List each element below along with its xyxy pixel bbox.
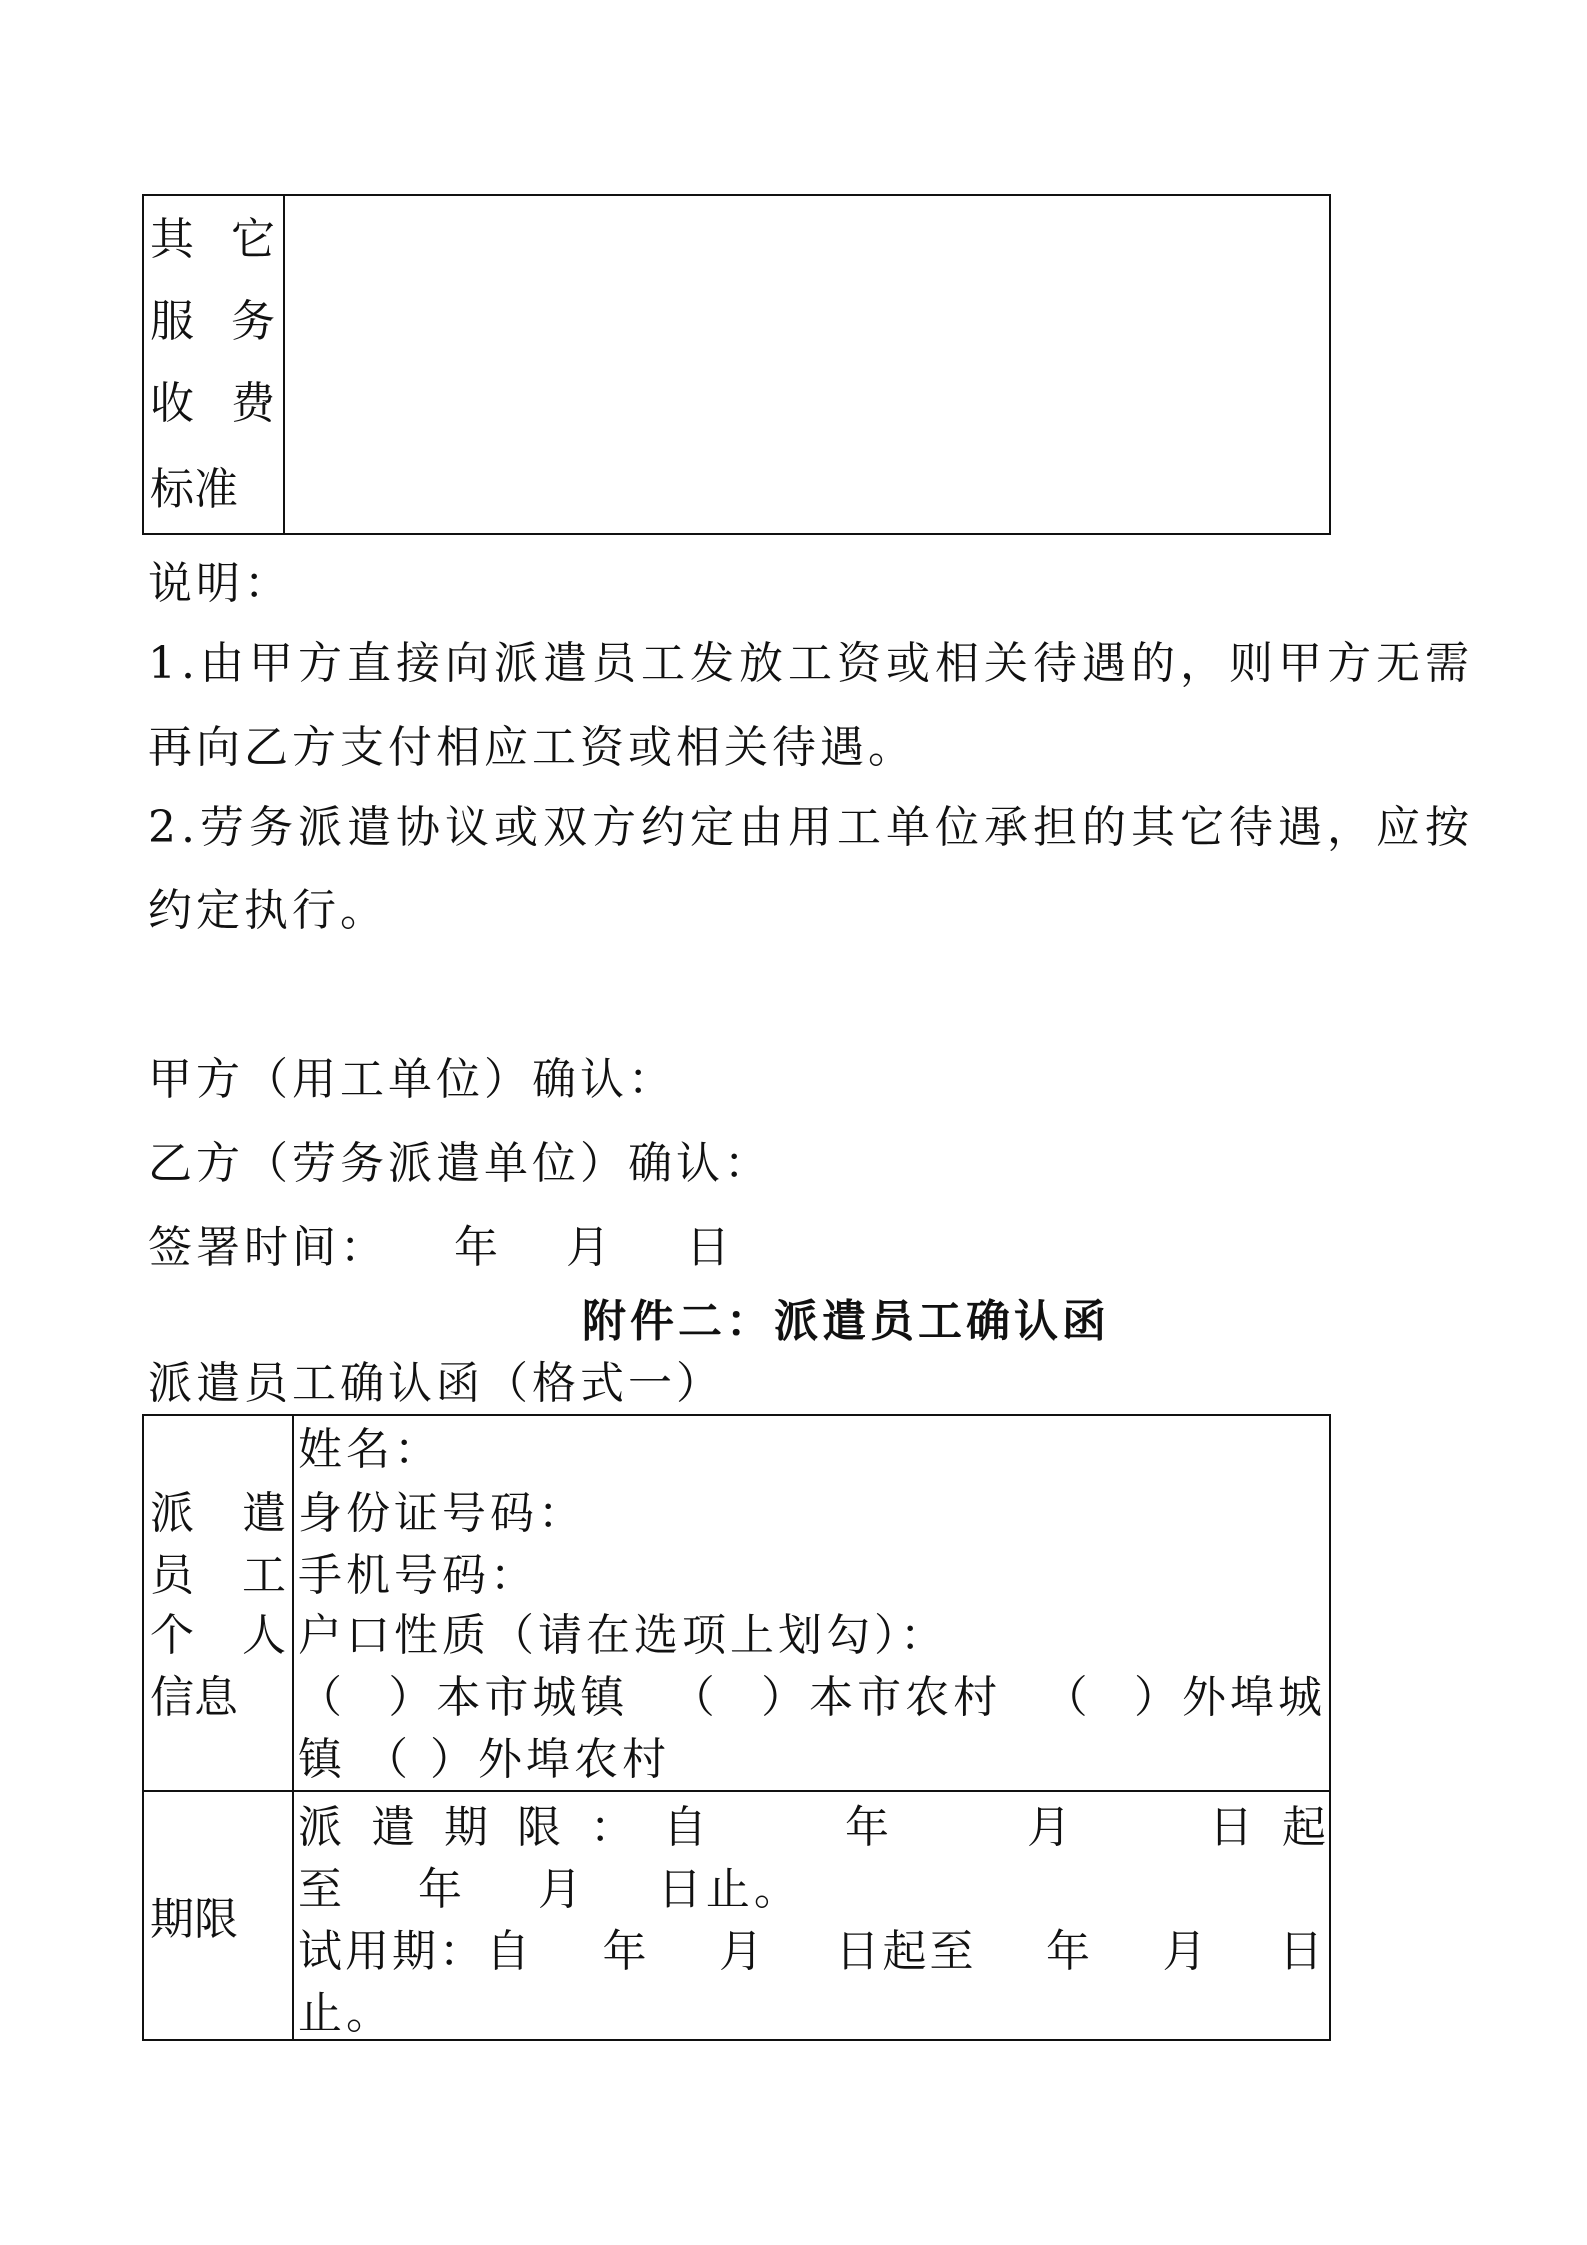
- sign-year: 年: [454, 1222, 502, 1273]
- term-label: 期限: [150, 1894, 238, 1945]
- note-2-line-b: 约定执行。: [148, 885, 388, 936]
- hukou-options-line-1: （ ）本市城镇 （ ）本市农村 （ ）外埠城: [298, 1672, 1326, 1723]
- employee-info-label-line-2: 员 工: [150, 1550, 286, 1601]
- other-fees-label-line-3: 收 费: [150, 378, 275, 429]
- other-fees-label-line-1: 其 它: [150, 214, 275, 265]
- note-2-line-a: 2.劳务派遣协议或双方约定由用工单位承担的其它待遇，应按: [148, 802, 1474, 853]
- other-fees-table-divider: [283, 194, 285, 535]
- sign-month: 月: [566, 1222, 614, 1273]
- sign-time-label: 签署时间：: [148, 1222, 388, 1273]
- hukou-field: 户口性质（请在选项上划勾）：: [298, 1610, 948, 1661]
- employee-confirm-table-divider: [292, 1414, 294, 2041]
- appendix-subtitle: 派遣员工确认函（格式一）: [148, 1358, 724, 1409]
- name-field: 姓名：: [298, 1424, 442, 1475]
- other-fees-label-line-4: 标准: [150, 464, 238, 515]
- employee-confirm-table-row-divider: [142, 1790, 1331, 1792]
- other-fees-table: [142, 194, 1331, 535]
- party-b-confirm: 乙方（劳务派遣单位）确认：: [148, 1138, 772, 1189]
- party-a-confirm: 甲方（用工单位）确认：: [148, 1054, 676, 1105]
- note-1-line-b: 再向乙方支付相应工资或相关待遇。: [148, 722, 916, 773]
- notes-heading: 说明：: [148, 558, 292, 609]
- employee-info-label-line-1: 派 遣: [150, 1488, 286, 1539]
- sign-day: 日: [686, 1222, 734, 1273]
- id-number-field: 身份证号码：: [298, 1488, 586, 1539]
- probation-line-1: 试用期：自 年 月 日起至 年 月 日: [298, 1926, 1326, 1977]
- other-fees-label-line-2: 服 务: [150, 296, 275, 347]
- note-1-line-a: 1.由甲方直接向派遣员工发放工资或相关待遇的，则甲方无需: [148, 638, 1474, 689]
- hukou-options-line-2: 镇 （ ）外埠农村: [298, 1734, 670, 1785]
- phone-field: 手机号码：: [298, 1550, 538, 1601]
- employee-info-label-line-4: 信息: [150, 1672, 238, 1723]
- employee-info-label-line-3: 个 人: [150, 1610, 286, 1661]
- probation-line-2: 止。: [298, 1988, 394, 2039]
- dispatch-term-line-2: 至 年 月 日止。: [298, 1864, 802, 1915]
- dispatch-term-line-1: 派 遣 期 限 ： 自 年 月 日 起: [298, 1802, 1326, 1853]
- appendix-title: 附件二：派遣员工确认函: [582, 1296, 1110, 1347]
